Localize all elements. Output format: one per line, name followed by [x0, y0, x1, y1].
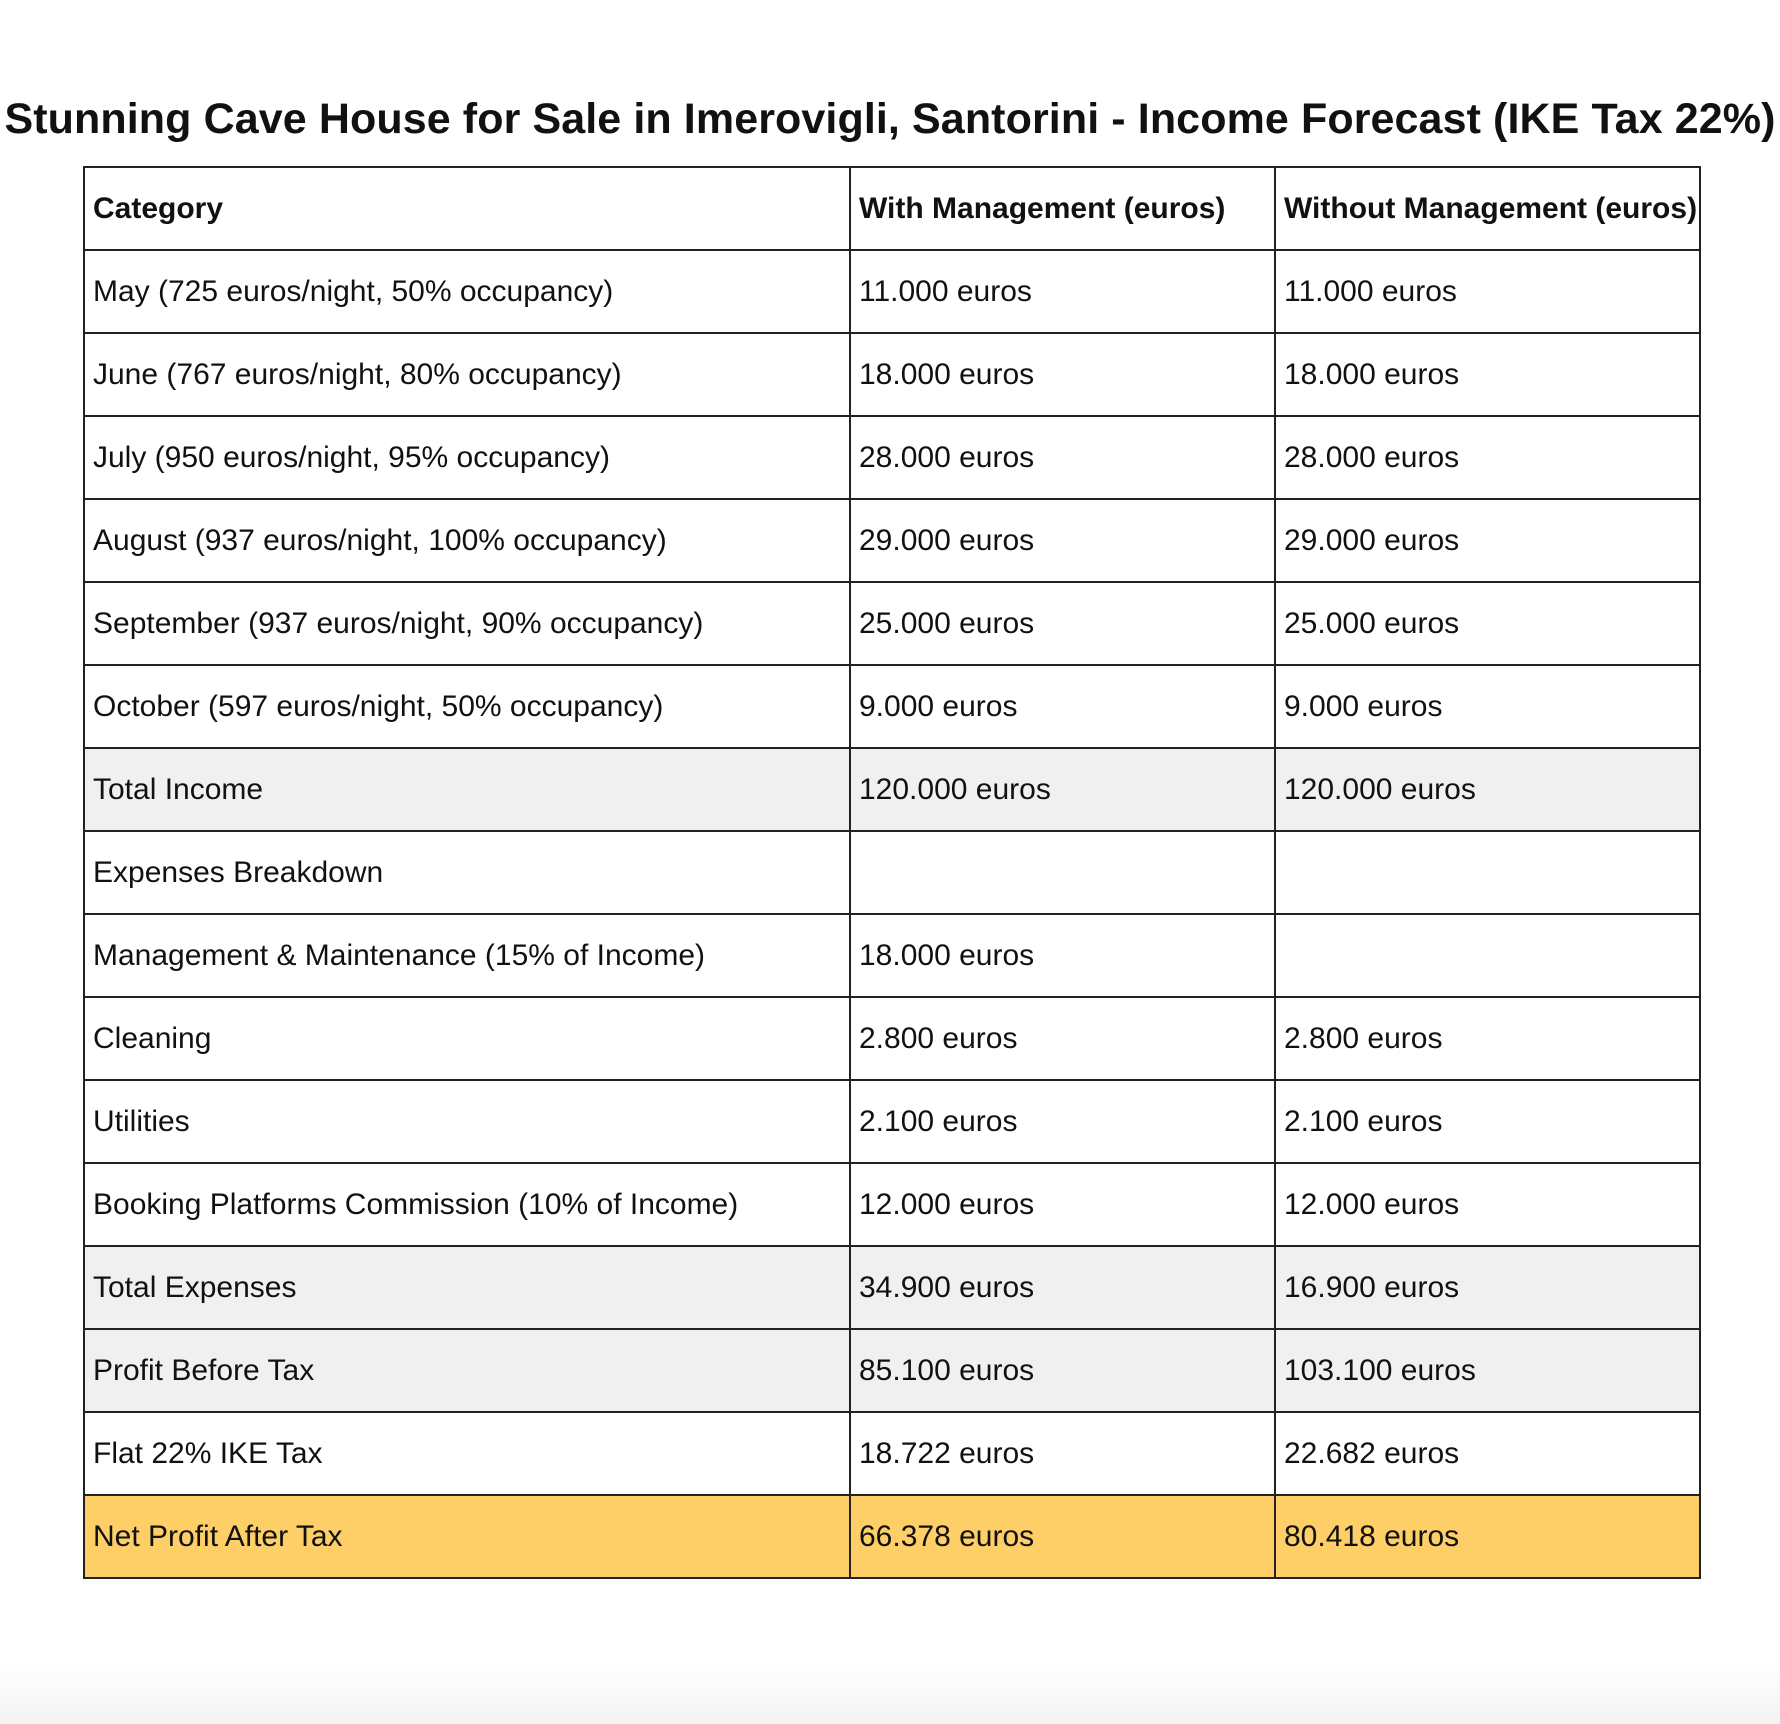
with-management-cell: 2.800 euros	[850, 997, 1275, 1080]
page-title: Stunning Cave House for Sale in Imerovigli, Santorini - Income Forecast (IKE Tax 22%)	[4, 95, 1776, 143]
category-cell: Total Income	[84, 748, 850, 831]
without-management-cell: 28.000 euros	[1275, 416, 1700, 499]
without-management-cell: 103.100 euros	[1275, 1329, 1700, 1412]
table-row-september	[84, 582, 1700, 665]
category-cell: Expenses Breakdown	[84, 831, 850, 914]
with-management-cell: 34.900 euros	[850, 1246, 1275, 1329]
without-management-cell: 11.000 euros	[1275, 250, 1700, 333]
with-management-cell: 12.000 euros	[850, 1163, 1275, 1246]
category-cell: Profit Before Tax	[84, 1329, 850, 1412]
bottom-fade	[0, 1664, 1780, 1724]
column-header-without-management: Without Management (euros)	[1275, 167, 1700, 250]
category-cell: August (937 euros/night, 100% occupancy)	[84, 499, 850, 582]
with-management-cell: 9.000 euros	[850, 665, 1275, 748]
without-management-cell: 2.800 euros	[1275, 997, 1700, 1080]
table-row-october	[84, 665, 1700, 748]
without-management-cell: 120.000 euros	[1275, 748, 1700, 831]
with-management-cell	[850, 831, 1275, 914]
category-cell: Management & Maintenance (15% of Income)	[84, 914, 850, 997]
table-row-utilities	[84, 1080, 1700, 1163]
with-management-cell: 18.000 euros	[850, 914, 1275, 997]
table-row-june	[84, 333, 1700, 416]
with-management-cell: 18.000 euros	[850, 333, 1275, 416]
with-management-cell: 66.378 euros	[850, 1495, 1275, 1578]
without-management-cell: 12.000 euros	[1275, 1163, 1700, 1246]
table-row-may	[84, 250, 1700, 333]
without-management-cell: 80.418 euros	[1275, 1495, 1700, 1578]
table-row-management-maintenance	[84, 914, 1700, 997]
table-header-row	[84, 167, 1700, 250]
category-cell: Total Expenses	[84, 1246, 850, 1329]
with-management-cell: 18.722 euros	[850, 1412, 1275, 1495]
with-management-cell: 29.000 euros	[850, 499, 1275, 582]
category-cell: September (937 euros/night, 90% occupancy)	[84, 582, 850, 665]
with-management-cell: 120.000 euros	[850, 748, 1275, 831]
category-cell: Booking Platforms Commission (10% of Income)	[84, 1163, 850, 1246]
category-cell: July (950 euros/night, 95% occupancy)	[84, 416, 850, 499]
table-row-expenses-breakdown	[84, 831, 1700, 914]
without-management-cell: 22.682 euros	[1275, 1412, 1700, 1495]
without-management-cell: 25.000 euros	[1275, 582, 1700, 665]
table-row-booking-commission	[84, 1163, 1700, 1246]
table-row-cleaning	[84, 997, 1700, 1080]
income-forecast-table	[83, 166, 1701, 1579]
category-cell: June (767 euros/night, 80% occupancy)	[84, 333, 850, 416]
category-cell: October (597 euros/night, 50% occupancy)	[84, 665, 850, 748]
table-row-july	[84, 416, 1700, 499]
table-row-profit-before-tax	[84, 1329, 1700, 1412]
table-row-total-income	[84, 748, 1700, 831]
without-management-cell: 29.000 euros	[1275, 499, 1700, 582]
without-management-cell: 18.000 euros	[1275, 333, 1700, 416]
column-header-category: Category	[84, 167, 850, 250]
with-management-cell: 11.000 euros	[850, 250, 1275, 333]
column-header-with-management: With Management (euros)	[850, 167, 1275, 250]
without-management-cell	[1275, 831, 1700, 914]
without-management-cell	[1275, 914, 1700, 997]
with-management-cell: 2.100 euros	[850, 1080, 1275, 1163]
category-cell: Net Profit After Tax	[84, 1495, 850, 1578]
category-cell: Flat 22% IKE Tax	[84, 1412, 850, 1495]
without-management-cell: 16.900 euros	[1275, 1246, 1700, 1329]
with-management-cell: 85.100 euros	[850, 1329, 1275, 1412]
with-management-cell: 25.000 euros	[850, 582, 1275, 665]
table-row-net-profit	[84, 1495, 1700, 1578]
category-cell: Utilities	[84, 1080, 850, 1163]
category-cell: May (725 euros/night, 50% occupancy)	[84, 250, 850, 333]
without-management-cell: 2.100 euros	[1275, 1080, 1700, 1163]
table-row-august	[84, 499, 1700, 582]
without-management-cell: 9.000 euros	[1275, 665, 1700, 748]
category-cell: Cleaning	[84, 997, 850, 1080]
with-management-cell: 28.000 euros	[850, 416, 1275, 499]
table-row-total-expenses	[84, 1246, 1700, 1329]
table-row-ike-tax	[84, 1412, 1700, 1495]
